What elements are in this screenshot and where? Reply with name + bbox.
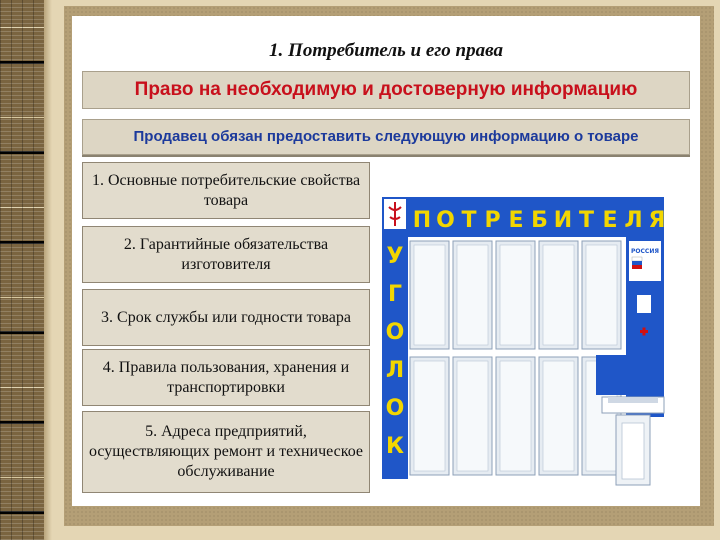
slide-panel	[72, 16, 700, 506]
stand-pocket-inner	[500, 361, 531, 471]
info-item-5-text: 5. Адреса предприятий, осуществляющих ремонт и техническое обслуживание	[89, 423, 363, 480]
flag-white-stripe	[632, 257, 642, 261]
stand-pocket-inner	[543, 245, 574, 345]
stand-top-letter: Р	[484, 208, 501, 233]
stand-top-letter: Я	[648, 208, 666, 233]
stand-top-letter: Т	[578, 208, 595, 233]
stand-pocket-inner	[414, 361, 445, 471]
consumer-corner-stand-image	[376, 171, 688, 497]
stand-pocket-inner	[543, 361, 574, 471]
slide-title: 1. Потребитель и его права	[269, 40, 503, 61]
info-item-1	[82, 162, 370, 219]
stand-top-letter: Б	[531, 208, 548, 233]
stand-cabinet-door	[622, 423, 644, 479]
stand-step-block	[596, 355, 626, 395]
flag-blue-stripe	[632, 261, 642, 265]
info-item-4-text: 4. Правила пользования, хранения и транспортировки	[102, 358, 350, 396]
stand-top-letter: Е	[508, 208, 524, 233]
info-item-3-text: 3. Срок службы или годности товара	[101, 308, 351, 326]
stand-top-letter: И	[553, 208, 573, 233]
stand-top-letter: Т	[461, 208, 477, 233]
info-item-2-text: 2. Гарантийные обязательства изготовителя	[123, 235, 329, 273]
info-item-5	[82, 411, 370, 493]
stand-top-letter: О	[436, 208, 455, 233]
stand-badge-text: РОССИЯ	[631, 248, 659, 255]
stand-pocket-inner	[457, 361, 488, 471]
stand-side-letter: Л	[385, 358, 405, 383]
stand-side-letter: У	[386, 244, 404, 269]
stand-white-box	[637, 295, 651, 313]
stand-side-letter: О	[385, 320, 405, 345]
stand-side-letter: К	[386, 434, 404, 459]
decorative-strip-edge	[44, 0, 52, 540]
decorative-side-strip	[0, 0, 46, 540]
stand-pocket-inner	[414, 245, 445, 345]
flag-red-stripe	[632, 265, 642, 269]
info-item-1-text: 1. Основные потребительские свойства товара	[91, 171, 361, 209]
subheading-bar: Продавец обязан предоставить следующую информацию о товаре	[82, 119, 690, 155]
info-item-2	[82, 226, 370, 283]
stand-pocket-inner	[457, 245, 488, 345]
stand-side-letter: Г	[387, 282, 403, 307]
info-item-4	[82, 349, 370, 406]
stand-pocket-inner	[500, 245, 531, 345]
stand-top-letter: Л	[624, 208, 643, 233]
heading-bar: Право на необходимую и достоверную информацию	[82, 71, 690, 109]
stand-top-letter: Е	[602, 208, 618, 233]
stand-pocket-inner	[586, 245, 617, 345]
stand-emblem-icon	[384, 199, 406, 229]
stand-side-letter: О	[385, 396, 405, 421]
stand-shelf-front	[608, 397, 658, 403]
stand-top-letter: П	[412, 208, 432, 233]
info-item-3	[82, 289, 370, 346]
